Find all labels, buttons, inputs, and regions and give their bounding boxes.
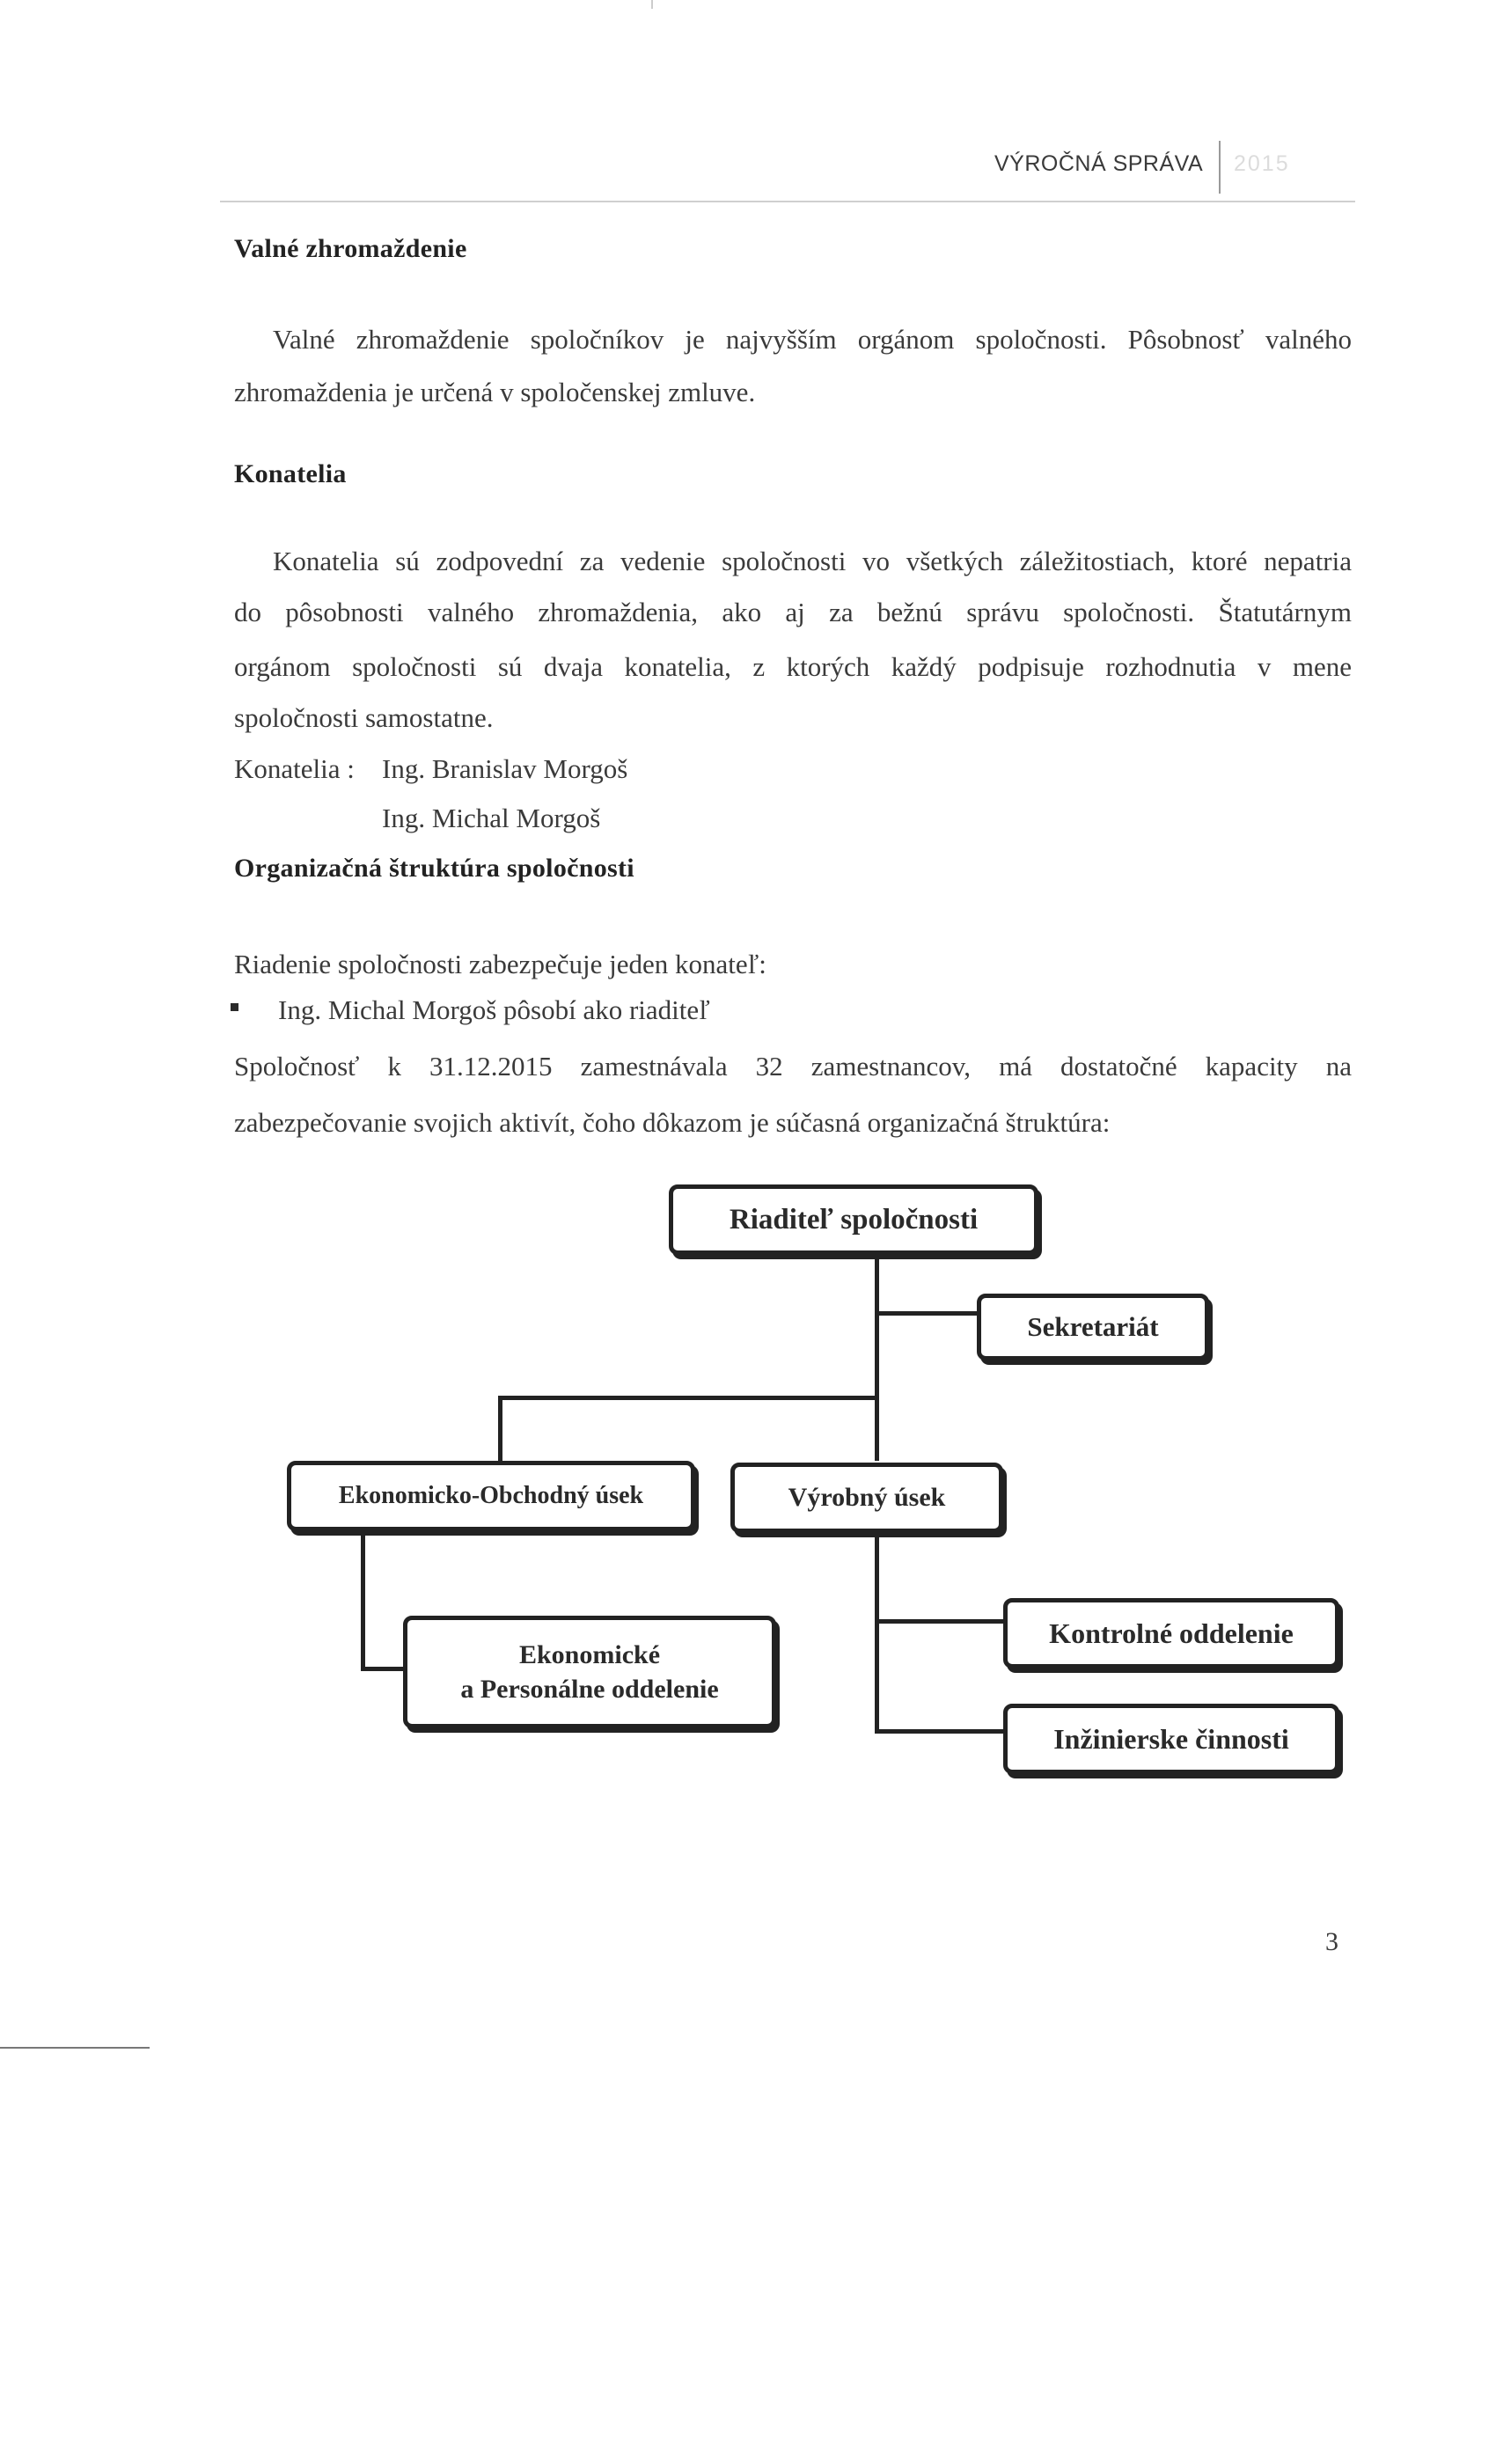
connector-horizontal-branch: [498, 1396, 879, 1400]
connector-to-econ-trade: [498, 1396, 502, 1461]
org-box-engineering-label: Inžinierske činnosti: [1053, 1722, 1289, 1755]
connector-to-econ-hr: [361, 1667, 405, 1671]
connector-to-control: [875, 1619, 1005, 1624]
header-rule: [220, 201, 1355, 202]
konatel-member-1: Ing. Branislav Morgoš: [382, 753, 628, 784]
konatelia-paragraph-line-1: Konatelia sú zodpovední za vedenie spoločnosti vo všetkých záležitostiach, ktoré nepatria: [273, 546, 1352, 576]
org-box-econ-trade: [287, 1461, 695, 1531]
connector-to-secretariat: [875, 1311, 979, 1316]
org-box-econ-hr-label-1: Ekonomické: [518, 1640, 661, 1669]
scan-mark: [651, 0, 653, 9]
connector-director-trunk-lower: [875, 1362, 879, 1461]
org-box-engineering: [1003, 1704, 1339, 1774]
konatelia-list-label: Konatelia :: [234, 753, 355, 784]
org-box-production: [730, 1463, 1003, 1533]
org-box-secretariat: [977, 1294, 1209, 1360]
heading-organizacna-struktura: Organizačná štruktúra spoločnosti: [234, 854, 634, 883]
org-box-director: [669, 1184, 1038, 1255]
footer-rule: [0, 2047, 150, 2049]
org-box-econ-hr: [403, 1616, 776, 1728]
konatelia-paragraph-line-2: do pôsobnosti valného zhromaždenia, ako aj za bežnú správu spoločnosti. Štatutárnym: [234, 597, 1352, 627]
page-number: 3: [1325, 1927, 1338, 1956]
header-title: VÝROČNÁ SPRÁVA: [994, 151, 1204, 176]
org-box-secretariat-label: Sekretariát: [1027, 1311, 1159, 1342]
org-box-control: [1003, 1598, 1339, 1668]
heading-konatelia: Konatelia: [234, 459, 347, 488]
org-box-production-label: Výrobný úsek: [788, 1483, 946, 1512]
bullet-marker: [231, 1003, 238, 1011]
connector-to-engineering: [875, 1729, 1005, 1734]
heading-valne-zhromazdenie: Valné zhromaždenie: [234, 234, 467, 263]
connector-director-trunk-upper: [875, 1250, 879, 1362]
org-paragraph-line-1: Riadenie spoločnosti zabezpečuje jeden konateľ:: [234, 949, 766, 979]
org-box-director-label: Riaditeľ spoločnosti: [729, 1203, 979, 1236]
org-box-econ-trade-label: Ekonomicko-Obchodný úsek: [338, 1482, 644, 1509]
konatelia-paragraph-line-3: orgánom spoločnosti sú dvaja konatelia, z ktorých každý podpisuje rozhodnutia v mene: [234, 651, 1352, 682]
org-box-control-label: Kontrolné oddelenie: [1049, 1617, 1294, 1649]
connector-econ-trade-down: [361, 1529, 365, 1670]
org-bullet-item: Ing. Michal Morgoš pôsobí ako riaditeľ: [278, 994, 710, 1025]
header-year: 2015: [1234, 151, 1290, 176]
valne-paragraph-line-2: zhromaždenia je určená v spoločenskej zmluve.: [234, 377, 756, 407]
connector-production-down: [875, 1531, 879, 1732]
konatelia-paragraph-line-4: spoločnosti samostatne.: [234, 702, 494, 733]
header-divider: [1219, 141, 1221, 194]
org-box-econ-hr-label-2: a Personálne oddelenie: [460, 1675, 719, 1704]
konatel-member-2: Ing. Michal Morgoš: [382, 803, 601, 833]
org-paragraph-line-2: Spoločnosť k 31.12.2015 zamestnávala 32 zamestnancov, má dostatočné kapacity na: [234, 1051, 1352, 1082]
valne-paragraph-line-1: Valné zhromaždenie spoločníkov je najvyšším orgánom spoločnosti. Pôsobnosť valného: [273, 324, 1352, 355]
org-paragraph-line-3: zabezpečovanie svojich aktivít, čoho dôkazom je súčasná organizačná štruktúra:: [234, 1107, 1111, 1138]
